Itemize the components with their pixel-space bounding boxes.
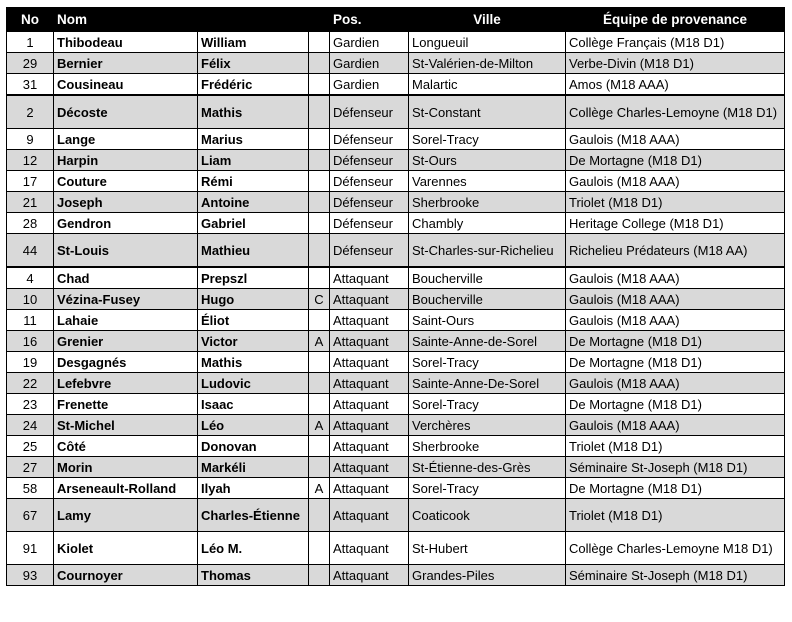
- table-row: [7, 499, 785, 532]
- player-last-name: Grenier: [54, 331, 198, 352]
- player-captaincy: [309, 53, 330, 74]
- player-last-name: Thibodeau: [54, 32, 198, 53]
- player-captaincy: [309, 532, 330, 565]
- player-captaincy: A: [309, 415, 330, 436]
- player-captaincy: C: [309, 289, 330, 310]
- table-row: [7, 331, 785, 352]
- header-equipe: Équipe de provenance: [566, 8, 785, 32]
- player-position: Gardien: [330, 32, 409, 53]
- header-no: No: [7, 8, 54, 32]
- player-position: Défenseur: [330, 129, 409, 150]
- player-position: Défenseur: [330, 150, 409, 171]
- player-last-name: Arseneault-Rolland: [54, 478, 198, 499]
- player-last-name: Cournoyer: [54, 565, 198, 586]
- player-city: Boucherville: [409, 267, 566, 289]
- player-position: Défenseur: [330, 213, 409, 234]
- player-number: 25: [7, 436, 54, 457]
- table-row: [7, 74, 785, 96]
- player-position: Défenseur: [330, 234, 409, 268]
- player-origin-team: Séminaire St-Joseph (M18 D1): [566, 565, 785, 586]
- player-number: 23: [7, 394, 54, 415]
- player-last-name: Gendron: [54, 213, 198, 234]
- player-city: Sainte-Anne-De-Sorel: [409, 373, 566, 394]
- player-number: 4: [7, 267, 54, 289]
- player-origin-team: Richelieu Prédateurs (M18 AA): [566, 234, 785, 268]
- player-city: Verchères: [409, 415, 566, 436]
- player-city: Boucherville: [409, 289, 566, 310]
- player-first-name: Gabriel: [198, 213, 309, 234]
- player-origin-team: Gaulois (M18 AAA): [566, 171, 785, 192]
- table-row: [7, 373, 785, 394]
- player-city: Sorel-Tracy: [409, 129, 566, 150]
- player-first-name: Mathieu: [198, 234, 309, 268]
- table-row: [7, 532, 785, 565]
- table-row: [7, 150, 785, 171]
- player-city: St-Charles-sur-Richelieu: [409, 234, 566, 268]
- player-origin-team: Gaulois (M18 AAA): [566, 267, 785, 289]
- player-last-name: Décoste: [54, 95, 198, 129]
- player-origin-team: De Mortagne (M18 D1): [566, 478, 785, 499]
- header-ville: Ville: [409, 8, 566, 32]
- player-origin-team: De Mortagne (M18 D1): [566, 352, 785, 373]
- player-last-name: St-Michel: [54, 415, 198, 436]
- header-first-name: [198, 8, 309, 32]
- table-row: [7, 129, 785, 150]
- player-number: 21: [7, 192, 54, 213]
- player-first-name: Léo M.: [198, 532, 309, 565]
- player-first-name: Charles-Étienne: [198, 499, 309, 532]
- player-captaincy: [309, 373, 330, 394]
- player-city: Sorel-Tracy: [409, 394, 566, 415]
- player-city: Varennes: [409, 171, 566, 192]
- player-first-name: Liam: [198, 150, 309, 171]
- player-city: Chambly: [409, 213, 566, 234]
- player-last-name: Frenette: [54, 394, 198, 415]
- player-city: St-Étienne-des-Grès: [409, 457, 566, 478]
- player-position: Gardien: [330, 53, 409, 74]
- header-pos: Pos.: [330, 8, 409, 32]
- header-captain: [309, 8, 330, 32]
- player-city: Coaticook: [409, 499, 566, 532]
- player-origin-team: Gaulois (M18 AAA): [566, 310, 785, 331]
- player-position: Attaquant: [330, 565, 409, 586]
- player-captaincy: [309, 150, 330, 171]
- player-position: Attaquant: [330, 457, 409, 478]
- player-origin-team: Verbe-Divin (M18 D1): [566, 53, 785, 74]
- table-row: [7, 192, 785, 213]
- player-position: Attaquant: [330, 394, 409, 415]
- player-first-name: Isaac: [198, 394, 309, 415]
- player-captaincy: [309, 267, 330, 289]
- player-captaincy: [309, 32, 330, 53]
- table-row: [7, 352, 785, 373]
- player-first-name: Frédéric: [198, 74, 309, 96]
- player-city: Sorel-Tracy: [409, 352, 566, 373]
- player-city: Sherbrooke: [409, 436, 566, 457]
- player-last-name: St-Louis: [54, 234, 198, 268]
- player-origin-team: Séminaire St-Joseph (M18 D1): [566, 457, 785, 478]
- player-first-name: Marius: [198, 129, 309, 150]
- player-origin-team: Collège Charles-Lemoyne (M18 D1): [566, 95, 785, 129]
- player-origin-team: Gaulois (M18 AAA): [566, 373, 785, 394]
- roster-body: [7, 32, 785, 586]
- player-position: Gardien: [330, 74, 409, 96]
- player-last-name: Kiolet: [54, 532, 198, 565]
- player-last-name: Couture: [54, 171, 198, 192]
- player-captaincy: [309, 171, 330, 192]
- player-number: 27: [7, 457, 54, 478]
- player-first-name: Mathis: [198, 352, 309, 373]
- player-first-name: Ilyah: [198, 478, 309, 499]
- player-position: Attaquant: [330, 267, 409, 289]
- player-origin-team: Gaulois (M18 AAA): [566, 289, 785, 310]
- player-last-name: Morin: [54, 457, 198, 478]
- player-number: 29: [7, 53, 54, 74]
- player-captaincy: [309, 352, 330, 373]
- player-number: 28: [7, 213, 54, 234]
- table-row: [7, 394, 785, 415]
- table-row: [7, 415, 785, 436]
- player-captaincy: [309, 457, 330, 478]
- player-position: Attaquant: [330, 310, 409, 331]
- player-first-name: Victor: [198, 331, 309, 352]
- player-origin-team: Triolet (M18 D1): [566, 192, 785, 213]
- player-position: Attaquant: [330, 331, 409, 352]
- player-origin-team: De Mortagne (M18 D1): [566, 394, 785, 415]
- player-captaincy: A: [309, 478, 330, 499]
- player-number: 22: [7, 373, 54, 394]
- player-position: Attaquant: [330, 532, 409, 565]
- player-first-name: Donovan: [198, 436, 309, 457]
- player-origin-team: Triolet (M18 D1): [566, 499, 785, 532]
- player-position: Attaquant: [330, 352, 409, 373]
- player-number: 44: [7, 234, 54, 268]
- player-first-name: Éliot: [198, 310, 309, 331]
- player-origin-team: Gaulois (M18 AAA): [566, 415, 785, 436]
- player-captaincy: [309, 394, 330, 415]
- player-origin-team: Triolet (M18 D1): [566, 436, 785, 457]
- player-number: 19: [7, 352, 54, 373]
- player-origin-team: De Mortagne (M18 D1): [566, 150, 785, 171]
- player-captaincy: [309, 565, 330, 586]
- player-first-name: Markéli: [198, 457, 309, 478]
- player-number: 93: [7, 565, 54, 586]
- table-row: [7, 234, 785, 268]
- table-row: [7, 267, 785, 289]
- player-position: Attaquant: [330, 415, 409, 436]
- table-row: [7, 171, 785, 192]
- player-first-name: Hugo: [198, 289, 309, 310]
- player-last-name: Cousineau: [54, 74, 198, 96]
- player-origin-team: Amos (M18 AAA): [566, 74, 785, 96]
- player-first-name: William: [198, 32, 309, 53]
- table-row: [7, 32, 785, 53]
- player-position: Attaquant: [330, 373, 409, 394]
- player-captaincy: [309, 129, 330, 150]
- player-captaincy: [309, 95, 330, 129]
- player-first-name: Félix: [198, 53, 309, 74]
- player-number: 11: [7, 310, 54, 331]
- player-captaincy: [309, 436, 330, 457]
- player-city: St-Ours: [409, 150, 566, 171]
- player-last-name: Vézina-Fusey: [54, 289, 198, 310]
- player-captaincy: [309, 499, 330, 532]
- table-row: [7, 53, 785, 74]
- player-number: 1: [7, 32, 54, 53]
- player-number: 58: [7, 478, 54, 499]
- player-first-name: Ludovic: [198, 373, 309, 394]
- player-last-name: Côté: [54, 436, 198, 457]
- player-city: Sainte-Anne-de-Sorel: [409, 331, 566, 352]
- player-last-name: Bernier: [54, 53, 198, 74]
- player-number: 9: [7, 129, 54, 150]
- player-number: 2: [7, 95, 54, 129]
- table-row: [7, 565, 785, 586]
- player-last-name: Lamy: [54, 499, 198, 532]
- header-row: [7, 8, 785, 32]
- player-position: Défenseur: [330, 171, 409, 192]
- player-first-name: Léo: [198, 415, 309, 436]
- table-row: [7, 457, 785, 478]
- player-city: Grandes-Piles: [409, 565, 566, 586]
- player-city: Malartic: [409, 74, 566, 96]
- player-city: St-Hubert: [409, 532, 566, 565]
- player-origin-team: Heritage College (M18 D1): [566, 213, 785, 234]
- player-number: 16: [7, 331, 54, 352]
- player-position: Défenseur: [330, 192, 409, 213]
- player-last-name: Joseph: [54, 192, 198, 213]
- player-number: 24: [7, 415, 54, 436]
- player-first-name: Rémi: [198, 171, 309, 192]
- header-nom: Nom: [54, 8, 198, 32]
- player-captaincy: [309, 74, 330, 96]
- player-origin-team: Collège Français (M18 D1): [566, 32, 785, 53]
- player-first-name: Prepszl: [198, 267, 309, 289]
- player-city: Sherbrooke: [409, 192, 566, 213]
- player-first-name: Thomas: [198, 565, 309, 586]
- player-city: St-Constant: [409, 95, 566, 129]
- player-last-name: Lange: [54, 129, 198, 150]
- player-number: 12: [7, 150, 54, 171]
- player-captaincy: A: [309, 331, 330, 352]
- player-city: Saint-Ours: [409, 310, 566, 331]
- player-captaincy: [309, 192, 330, 213]
- player-last-name: Lefebvre: [54, 373, 198, 394]
- player-position: Attaquant: [330, 289, 409, 310]
- player-captaincy: [309, 213, 330, 234]
- table-row: [7, 436, 785, 457]
- player-number: 17: [7, 171, 54, 192]
- table-row: [7, 289, 785, 310]
- player-last-name: Chad: [54, 267, 198, 289]
- player-origin-team: Gaulois (M18 AAA): [566, 129, 785, 150]
- roster-table: [6, 7, 785, 586]
- player-captaincy: [309, 234, 330, 268]
- player-city: St-Valérien-de-Milton: [409, 53, 566, 74]
- player-position: Attaquant: [330, 478, 409, 499]
- player-city: Longueuil: [409, 32, 566, 53]
- table-row: [7, 213, 785, 234]
- player-number: 10: [7, 289, 54, 310]
- table-row: [7, 95, 785, 129]
- player-last-name: Desgagnés: [54, 352, 198, 373]
- player-position: Défenseur: [330, 95, 409, 129]
- player-position: Attaquant: [330, 499, 409, 532]
- table-row: [7, 310, 785, 331]
- player-origin-team: Collège Charles-Lemoyne M18 D1): [566, 532, 785, 565]
- player-first-name: Mathis: [198, 95, 309, 129]
- player-last-name: Harpin: [54, 150, 198, 171]
- player-first-name: Antoine: [198, 192, 309, 213]
- player-origin-team: De Mortagne (M18 D1): [566, 331, 785, 352]
- player-last-name: Lahaie: [54, 310, 198, 331]
- table-row: [7, 478, 785, 499]
- player-position: Attaquant: [330, 436, 409, 457]
- player-captaincy: [309, 310, 330, 331]
- player-city: Sorel-Tracy: [409, 478, 566, 499]
- player-number: 31: [7, 74, 54, 96]
- player-number: 91: [7, 532, 54, 565]
- player-number: 67: [7, 499, 54, 532]
